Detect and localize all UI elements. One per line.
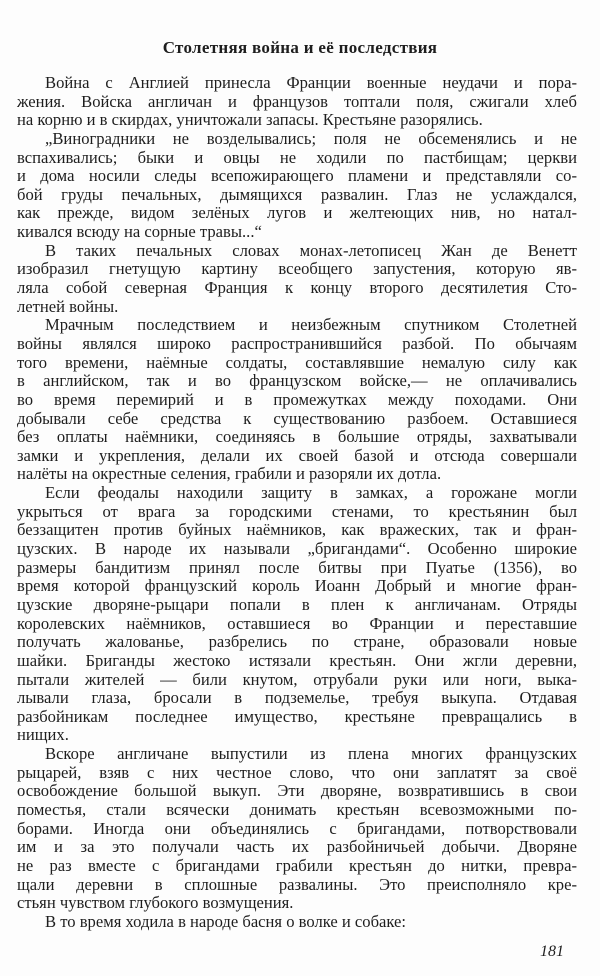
text-line: поместья, стали всячески донимать крестьян всевозможными по-	[17, 799, 577, 819]
paragraph	[17, 130, 577, 242]
text-line: королевских наёмников, оставшиеся во Франции и переставшие	[17, 613, 577, 633]
text-line: Вскоре англичане выпустили из плена многих французских	[45, 744, 577, 764]
text-line: замки и укрепления, делали их своей базой и отсюда совершали	[17, 445, 577, 465]
text-line: цузские дворяне-рыцари попали в плен к англичанам. Отряды	[17, 594, 577, 614]
page-title: Столетняя война и её последствия	[162, 38, 438, 57]
text-line: на корню и в скирдах, уничтожали запасы. Крестьяне разорялись.	[17, 110, 483, 130]
text-line: как прежде, видом зелёных лугов и желтеющих нив, но натал-	[17, 203, 577, 223]
text-line: Война с Англией принесла Франции военные неудачи и пора-	[45, 73, 577, 92]
text-line: укрыться от врага за городскими стенами, то крестьянин был	[17, 501, 577, 521]
paragraph	[17, 913, 577, 932]
text-line: освобождение большой выкуп. Эти дворяне, возвратившись в свои	[17, 781, 577, 801]
text-line: нищих.	[17, 725, 69, 745]
text-line: и дома носили следы всепожирающего пламени и представляли со-	[17, 166, 577, 186]
text-line: размеры бандитизм принял после битвы при Пуатье (1356), во	[17, 557, 577, 577]
text-line: в английском, так и во французском войске,— не оплачивались	[17, 371, 577, 391]
text-line: получать жалованье, разбрелись по стране, образовали новые	[17, 632, 577, 652]
text-line: налёты на окрестные селения, грабили и разоряли их дотла.	[17, 464, 442, 484]
text-line: вспахивались; быки и овцы не ходили по пастбищам; церкви	[17, 147, 577, 167]
text-line: лывали глаза, бросали в подземелье, требуя выкупа. Отдавая	[17, 688, 577, 708]
text-line: им и за это получали часть их разбойничьей добычи. Дворяне	[17, 837, 577, 857]
text-line: бой груды печальных, дымящихся развалин. Глаз не услаждался,	[17, 184, 577, 204]
text-line: В то время ходила в народе басня о волке и собаке:	[45, 911, 407, 931]
text-line: того времени, наёмные солдаты, составлявшие немалую силу как	[17, 352, 577, 372]
text-line: летней войны.	[17, 296, 119, 316]
text-line: время которой французский король Иоанн Добрый и многие фран-	[17, 576, 577, 596]
text-line: стьян чувством глубокого возмущения.	[17, 893, 294, 913]
text-line: шайки. Бриганды жестоко истязали крестьян. Они жгли деревни,	[17, 650, 577, 670]
paragraph	[17, 316, 577, 484]
text-line: без оплаты наёмники, соединяясь в большие отряды, захватывали	[17, 427, 577, 447]
body-text	[17, 74, 577, 931]
paragraph	[17, 484, 577, 745]
text-line: цузских. В народе их называли „бригандами“. Особенно широкие	[17, 539, 577, 559]
text-line: Если феодалы находили защиту в замках, а горожане могли	[45, 483, 577, 503]
text-line: борами. Иногда они объединялись с бригандами, потворствовали	[17, 818, 577, 838]
page-number: 181	[540, 943, 564, 960]
text-line: кивался всюду на сорные травы...“	[17, 222, 262, 242]
text-line: В таких печальных словах монах-летописец Жан де Венетт	[45, 240, 577, 260]
text-line: жения. Войска англичан и французов топтали поля, сжигали хлеб	[17, 91, 577, 111]
text-line: рыцарей, взяв с них честное слово, что они заплатят за своё	[17, 762, 577, 782]
text-line: не раз вместе с бригандами грабили крестьян до нитки, превра-	[17, 855, 577, 875]
text-line: „Виноградники не возделывались; поля не обсеменялись и не	[45, 128, 577, 148]
text-line: Мрачным последствием и неизбежным спутником Столетней	[45, 315, 577, 335]
text-line: добывали себе средства к существованию разбоем. Оставшиеся	[17, 408, 577, 428]
text-line: щали деревни в сплошные развалины. Это преисполняло кре-	[17, 874, 577, 894]
text-line: разбойникам последнее имущество, крестьяне превращались в	[17, 706, 577, 726]
text-line: пытали жителей — били кнутом, отрубали руки или ноги, выка-	[17, 669, 577, 689]
text-line: изобразил гнетущую картину всеобщего запустения, которую яв-	[17, 259, 577, 279]
text-line: во время перемирий и в промежутках между походами. Они	[17, 389, 577, 409]
paragraph	[17, 745, 577, 913]
paragraph	[17, 74, 577, 130]
paragraph	[17, 242, 577, 317]
text-line: беззащитен против буйных наёмников, как вражеских, так и фран-	[17, 520, 577, 540]
text-line: войны являлся широко распространившийся разбой. По обычаям	[17, 333, 577, 353]
text-line: ляла собой северная Франция к концу второго десятилетия Сто-	[17, 278, 577, 298]
